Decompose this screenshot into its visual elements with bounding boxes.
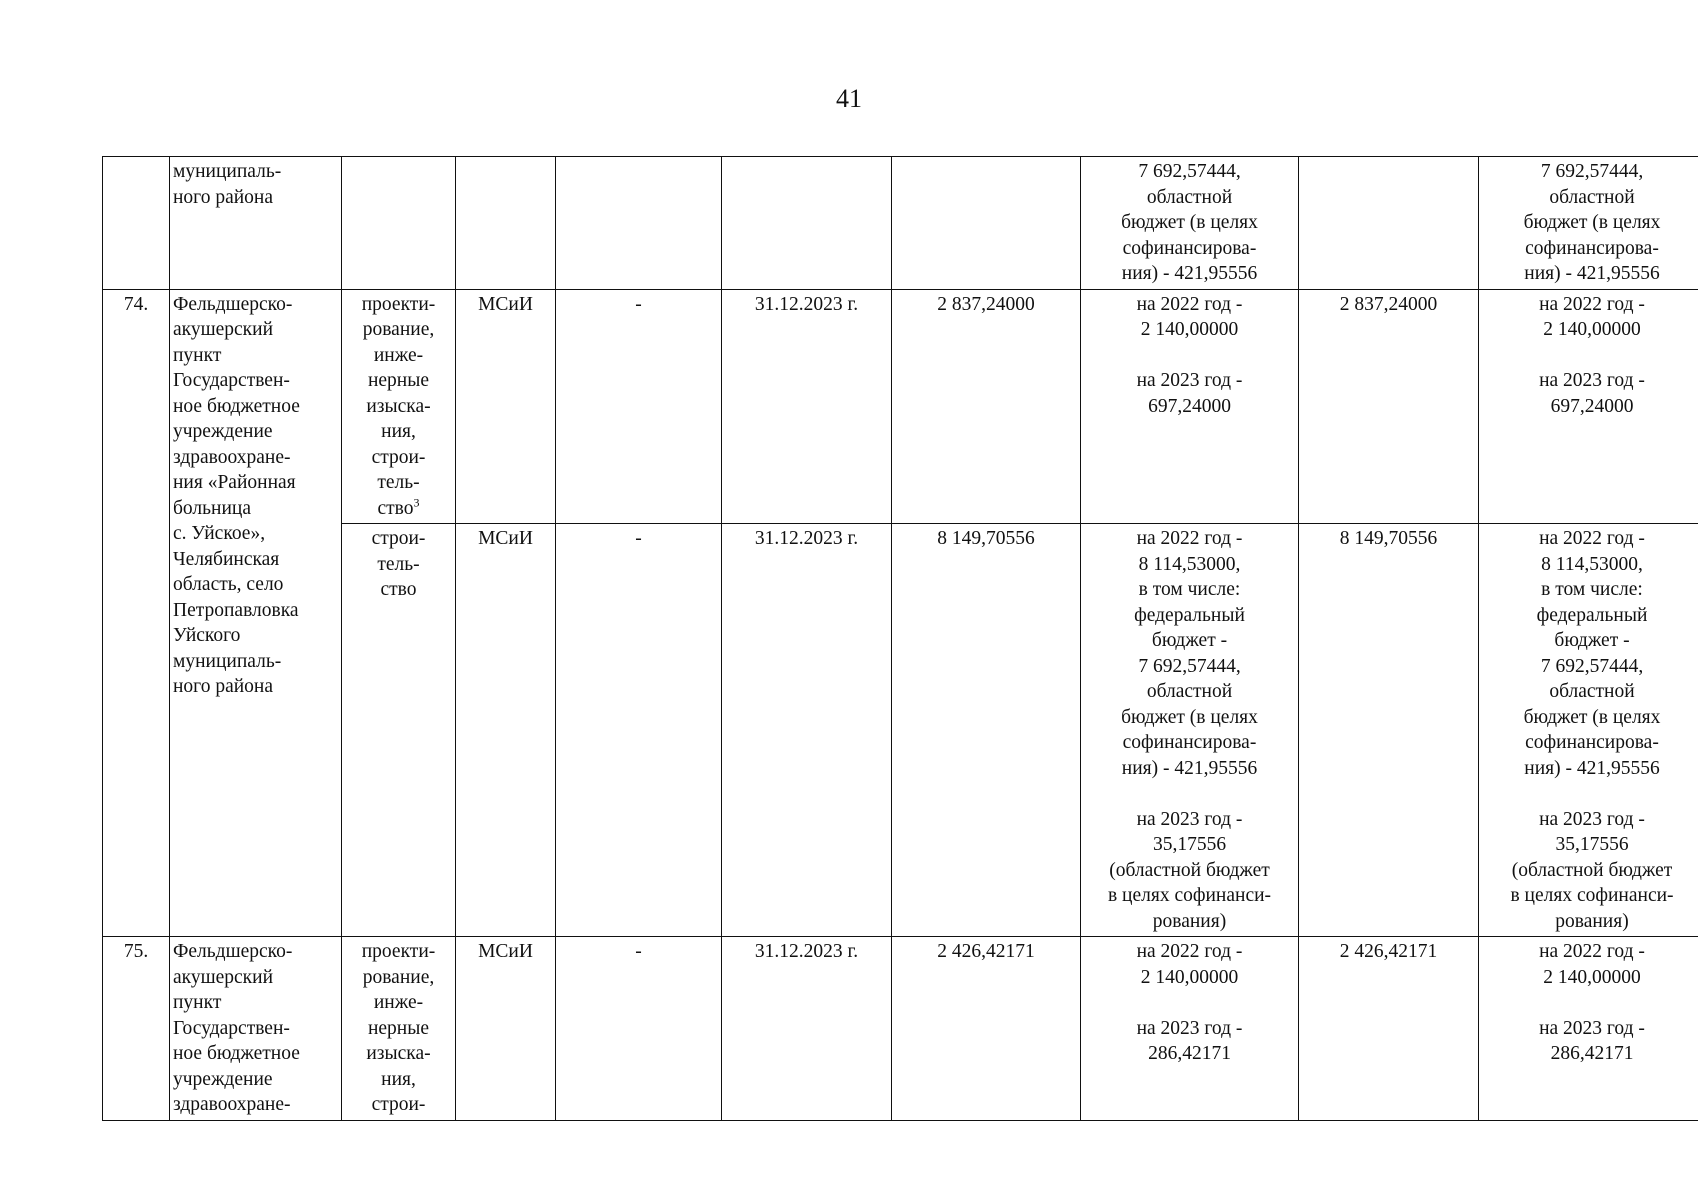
cell-cost: 2 837,24000 <box>892 289 1081 524</box>
page-number: 41 <box>836 84 862 113</box>
cell-funding-total: 7 692,57444, областной бюджет (в целях софинансирова- ния) - 421,95556 <box>1479 157 1698 290</box>
cell-funding: 7 692,57444, областной бюджет (в целях софинансирова- ния) - 421,95556 <box>1081 157 1299 290</box>
cell-funding-total: на 2022 год - 8 114,53000, в том числе: федеральный бюджет - 7 692,57444, областной бюджет (в целях софинансирова- ния) - 421,95556 на 2023 год - 35,17556 (областной бюджет в целях софинанси- рования) <box>1479 524 1698 937</box>
cell-object-name: Фельдшерско- акушерский пункт Государствен- ное бюджетное учреждение здравоохране- ния «Районная больница с. Уйское», Челябинская область, село Петропавловка Уйского муниципаль- ного района <box>170 289 342 937</box>
cell-funding: на 2022 год - 8 114,53000, в том числе: федеральный бюджет - 7 692,57444, областной бюджет (в целях софинансирова- ния) - 421,95556 на 2023 год - 35,17556 (областной бюджет в целях софинанси- рования) <box>1081 524 1299 937</box>
cell-object-name: Фельдшерско- акушерский пункт Государствен- ное бюджетное учреждение здравоохране- <box>170 937 342 1121</box>
cell-date: 31.12.2023 г. <box>722 524 892 937</box>
cell-cost-total: 2 837,24000 <box>1299 289 1479 524</box>
cell-cost: 2 426,42171 <box>892 937 1081 1121</box>
cell-cost-total: 2 426,42171 <box>1299 937 1479 1121</box>
cell-num: 74. <box>103 289 170 937</box>
cell-work-type <box>342 157 456 290</box>
cell-dash: - <box>556 524 722 937</box>
cell-date: 31.12.2023 г. <box>722 937 892 1121</box>
cell-work-type: проекти- рование, инже- нерные изыска- ния, строи- <box>342 937 456 1121</box>
cell-funding: на 2022 год - 2 140,00000 на 2023 год - 697,24000 <box>1081 289 1299 524</box>
cell-num <box>103 157 170 290</box>
cell-dash: - <box>556 289 722 524</box>
footnote-marker: 3 <box>413 495 420 509</box>
objects-table <box>102 156 1698 1121</box>
cell-funding: на 2022 год - 2 140,00000 на 2023 год - 286,42171 <box>1081 937 1299 1121</box>
cell-executor <box>456 157 556 290</box>
cell-work-type <box>342 289 456 524</box>
cell-funding-total: на 2022 год - 2 140,00000 на 2023 год - 286,42171 <box>1479 937 1698 1121</box>
cell-date <box>722 157 892 290</box>
cell-executor: МСиИ <box>456 937 556 1121</box>
cell-date: 31.12.2023 г. <box>722 289 892 524</box>
cell-dash: - <box>556 937 722 1121</box>
cell-num: 75. <box>103 937 170 1121</box>
table-row-74-a <box>103 289 1698 524</box>
table-row-75 <box>103 937 1698 1121</box>
cell-dash <box>556 157 722 290</box>
work-type-text: проекти- рование, инже- нерные изыска- ния, строи- тель- ство <box>361 293 436 519</box>
cell-cost-total: 8 149,70556 <box>1299 524 1479 937</box>
table-row-continued <box>103 157 1698 290</box>
cell-cost-total <box>1299 157 1479 290</box>
cell-funding-total: на 2022 год - 2 140,00000 на 2023 год - 697,24000 <box>1479 289 1698 524</box>
cell-executor: МСиИ <box>456 289 556 524</box>
cell-cost: 8 149,70556 <box>892 524 1081 937</box>
cell-work-type: строи- тель- ство <box>342 524 456 937</box>
table-row-74-b <box>103 524 1698 937</box>
cell-executor: МСиИ <box>456 524 556 937</box>
cell-object-name: муниципаль- ного района <box>170 157 342 290</box>
cell-cost <box>892 157 1081 290</box>
